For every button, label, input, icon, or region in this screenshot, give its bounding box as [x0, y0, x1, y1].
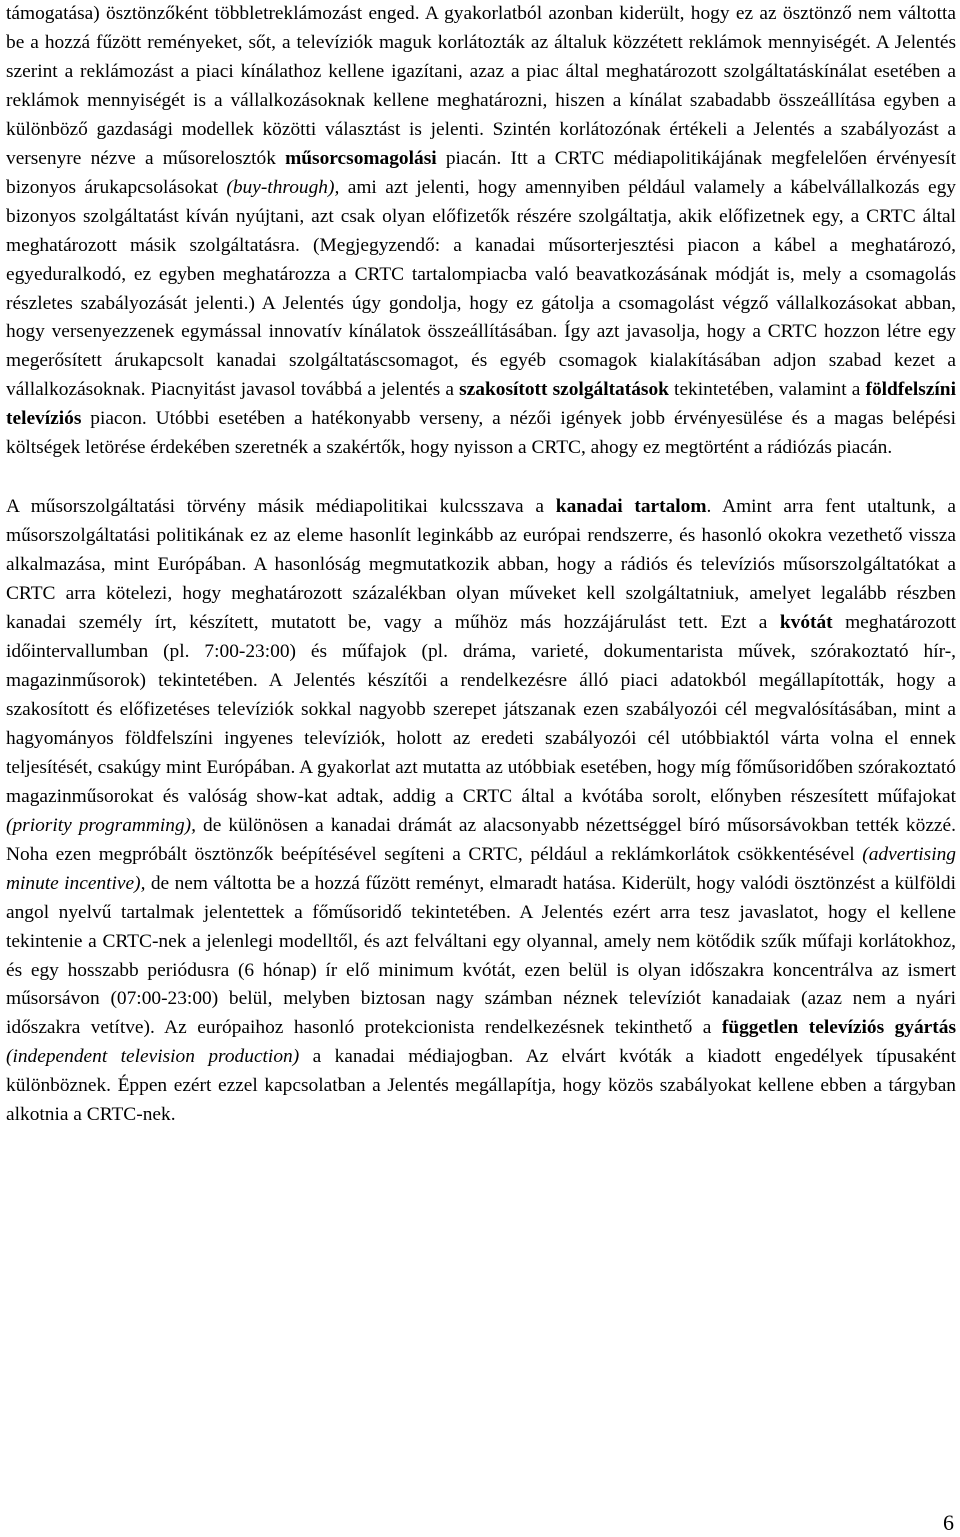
text-run: piacon. Utóbbi esetében a hatékonyabb verseny, a nézői igények jobb érvényesülése és a magas belépési költségek letörése érdekében szeretnék a szakértők, hogy nyisson a CRTC, ahogy ez megtörtént a rádiózás piacán.	[6, 408, 956, 459]
bold-term: műsorcsomagolási	[285, 147, 437, 169]
page-number: 6	[943, 1510, 954, 1535]
text-run: ami azt jelenti, hogy amennyiben például valamely a kábelvállalkozás egy bizonyos szolgáltatást kíván nyújtani, azt csak olyan előfizetők részére szolgáltatja, akik előfizetnek egy, a CRTC által meghatározott másik szolgáltatásra. (Megjegyzendő: a kanadai műsorterjesztési piacon a kábel a meghatározó, egyeduralkodó, ez egyben meghatározza a CRTC tartalompiacba való beavatkozásának módját is, mely a csomagolás részletes szabályozását jelenti.) A Jelentés úgy gondolja, hogy ez gátolja a csomagolást végző vállalkozásokat abban, hogy versenyezzenek egymással innovatív kínálatok összeállításában. Így azt javasolja, hogy a CRTC hozzon létre egy megerősített árukapcsolt kanadai szolgáltatáscsomagot, és egyéb csomagok kialakításában adjon szabad kezet a vállalkozásoknak. Piacnyitást javasol továbbá a jelentés a	[6, 176, 956, 401]
text-run: a kanadai médiajogban. Az elvárt kvóták a kiadott engedélyek típusaként különböznek. Éppen ezért ezzel kapcsolatban a Jelentés megállapítja, hogy közös szabályokat kellene ebben a tárgyban alkotnia a CRTC-nek.	[6, 1046, 956, 1126]
bold-term: kanadai tartalom	[555, 496, 707, 518]
text-run: . Amint arra fent utaltunk, a műsorszolgáltatási politikának ez az eleme hasonlít leginkább az európai rendszerre, és hasonló okokra vezethető vissza alkalmazása, mint Európában. A hasonlóság megmutatkozik abban, hogy a rádiós és televíziós műsorszolgáltatókat a CRTC arra kötelezi, hogy meghatározott százalékban olyan műveket kell szolgáltatniuk, amelyet legalább részben kanadai személy írt, készített, mutatott be, vagy a műhöz más hozzájárulást tett. Ezt a	[6, 496, 956, 634]
text-run: piacán. Itt a CRTC médiapolitikájának megfelelően érvényesít bizonyos árukapcsolásokat	[6, 147, 956, 198]
text-run: A műsorszolgáltatási törvény másik médiapolitikai kulcsszava a	[6, 496, 556, 518]
text-run: meghatározott időintervallumban (pl. 7:00-23:00) és műfajok (pl. dráma, varieté, dokumentarista művek, szórakoztató hír-, magazinműsorok) tekintetében. A Jelentés készítői a rendelkezésre álló piaci adatokból megállapították, hogy a szakosított és előfizetéses televíziók sokkal nagyobb szerepet játszanak ezen szabályozói cél megvalósításában, mint a hagyományos földfelszíni ingyenes televíziók, holott az eredeti szabályozói cél utóbbiaktól várta volna el ennek teljesítését, csakúgy mint Európában. A gyakorlat azt mutatta az utóbbiak esetében, hogy míg főműsoridőben szórakoztató magazinműsorokat és valóság show-kat adtak, addig a CRTC által a kvótába sorolt, előnyben részesített műfajokat	[6, 612, 956, 807]
bold-term: szakosított szolgáltatások	[459, 379, 669, 401]
paragraph	[6, 493, 956, 1130]
bold-term: földfelszíni televíziós	[6, 379, 956, 430]
text-run: de nem váltotta be a hozzá fűzött reményt, elmaradt hatása. Kiderült, hogy valódi ösztönzést a külföldi angol nyelvű tartalmak jelentettek a főműsoridő tekintetében. A Jelentés ezért arra tesz javaslatot, hogy el kellene tekintenie a CRTC-nek a jelenlegi modelltől, és azt felváltani egy olyannal, amely nem kötődik szűk műfaji korlátokhoz, és egy hosszabb periódusra (6 hónap) ír elő minimum kvótát, ezen belül is olyan időszakra koncentrálva az ismert műsorsávon (07:00-23:00) belül, melyben biztosan nagy számban néznek televíziót kanadaiak (azaz nem a nyári időszakra vetítve). Az európaihoz hasonló protekcionista rendelkezésnek tekinthető a	[6, 872, 956, 1039]
paragraph	[6, 0, 956, 463]
text-run: tekintetében, valamint a	[668, 379, 866, 401]
bold-term: független televíziós gyártás	[721, 1017, 956, 1039]
document-page	[6, 0, 956, 1130]
italic-term: (independent television production)	[6, 1046, 300, 1068]
text-run: de különösen a kanadai drámát az alacsonyabb nézettséggel bíró műsorsávokban tették közzé. Noha ezen megpróbált ösztönzők beépítésével segíteni a CRTC, például a reklámkorlátok csökkentésével	[6, 814, 956, 865]
italic-term: (buy-through),	[226, 176, 340, 198]
text-run: támogatása) ösztönzőként többletreklámozást enged. A gyakorlatból azonban kiderült, hogy ez az ösztönző nem váltotta be a hozzá fűzött reményeket, sőt, a televíziók maguk korlátozták az általuk közzétett reklámok mennyiségét. A Jelentés szerint a reklámozást a piaci kínálathoz kellene igazítani, azaz a piac által meghatározott szolgáltatáskínálat esetében a reklámok mennyiségét is a vállalkozásoknak kellene meghatározni, hiszen a kínálat szabadabb összeállítása egyben a különböző gazdasági modellek közötti választást is jelenti. Szintén korlátozónak értékeli a Jelentés a szabályozást a versenyre nézve a műsorelosztók	[6, 3, 956, 169]
italic-term: (advertising minute incentive),	[6, 843, 956, 894]
bold-term: kvótát	[779, 612, 833, 634]
italic-term: (priority programming),	[6, 814, 196, 836]
